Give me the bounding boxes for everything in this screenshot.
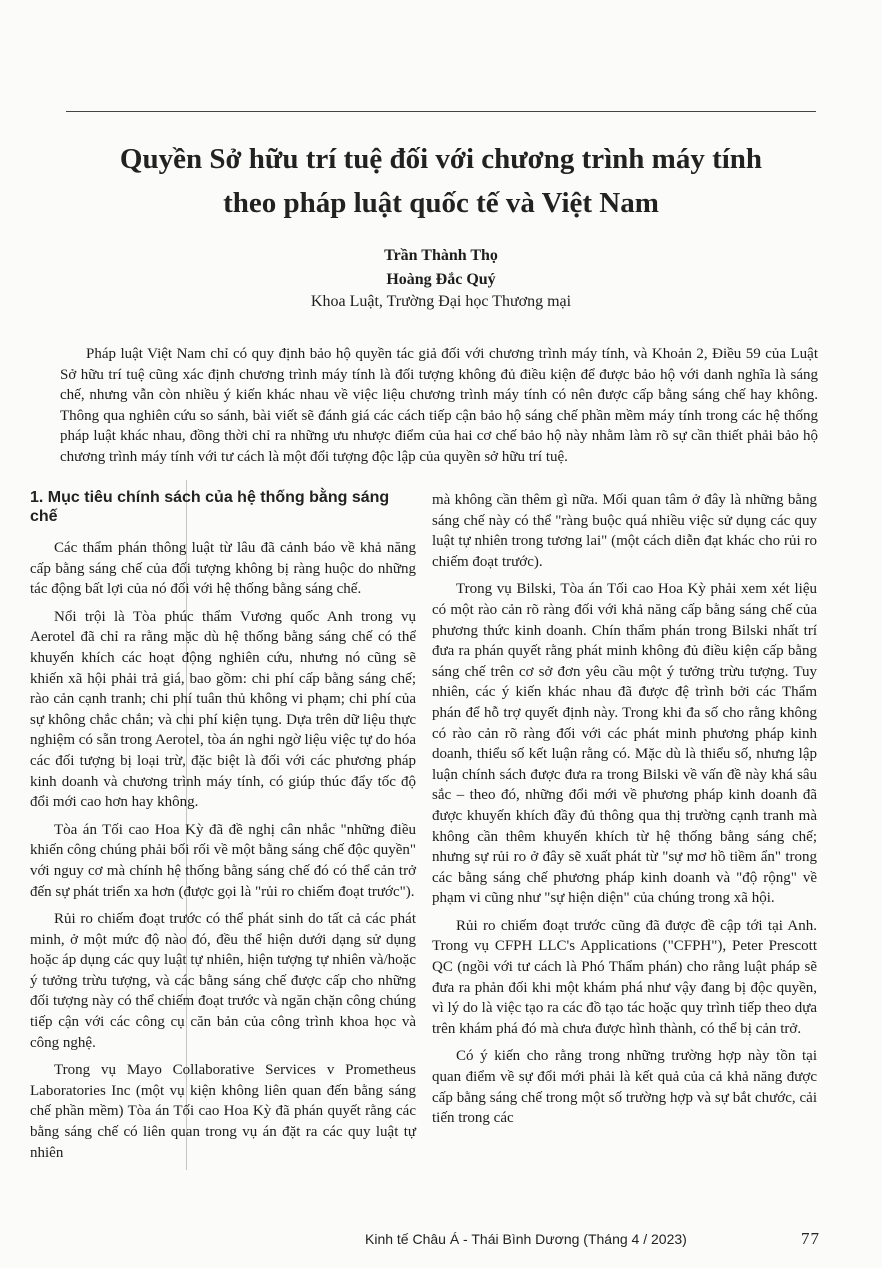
author-1: Trần Thành Thọ	[384, 247, 498, 264]
journal-name: Kinh tế Châu Á - Thái Bình Dương (Tháng 4 / 2023)	[365, 1231, 687, 1247]
paragraph: Các thẩm phán thông luật từ lâu đã cảnh báo về khả năng cấp bằng sáng chế của đối tượng không bị ràng huộc do những tác động bất lợi của nó đối với hệ thống bằng sáng chế.	[30, 540, 416, 598]
paragraph: Trong vụ Mayo Collaborative Services v Prometheus Laboratories Inc (một vụ kiện không liên quan đến bằng sáng chế phần mềm) Tòa án Tối cao Hoa Kỳ đã phán quyết rằng các bằng sáng chế có liên quan trong vụ án đặt ra các quy luật tự nhiên	[30, 1062, 416, 1161]
left-column	[30, 488, 416, 1170]
paragraph: Nổi trội là Tòa phúc thẩm Vương quốc Anh trong vụ Aerotel đã chỉ ra rằng mặc dù hệ thống bằng sáng chế có thể khuyến khích các hoạt động nghiên cứu, nhưng nó cũng sẽ khiến xã hội phải trả giá, bao gồm: chi phí cấp bằng sáng chế; rào cản cạnh tranh; chi phí tuân thủ không vi phạm; chi phí của sự không chắc chắn; và chi phí kiện tụng. Dựa trên dữ liệu thực nghiệm có sẵn trong Aerotel, tòa án nghi ngờ liệu việc tự do hóa các đối tượng bị loại trừ, đặc biệt là đối với các phương pháp kinh doanh và chương trình máy tính, có giúp thúc đẩy tốc độ đổi mới cao hơn hay không.	[30, 608, 416, 811]
paragraph: Tòa án Tối cao Hoa Kỳ đã đề nghị cân nhắc "những điều khiến công chúng phải bối rối về một bằng sáng chế độc quyền" với nguy cơ mà chính hệ thống bằng sáng chế đó có thể cản trở đến sự phát triển xa hơn (được gọi là "rủi ro chiếm đoạt trước").	[30, 821, 416, 900]
right-column	[432, 490, 817, 1136]
paragraph: Có ý kiến cho rằng trong những trường hợp này tồn tại quan điểm về sự đổi mới phải là kết quả của cả khả năng được cấp bằng sáng chế trong một số trường hợp và sự bắt chước, cải tiến trong các	[432, 1048, 817, 1127]
article-title-line-2: theo pháp luật quốc tế và Việt Nam	[223, 187, 659, 219]
paragraph: mà không cần thêm gì nữa. Mối quan tâm ở đây là những bằng sáng chế này có thể "ràng buộc quá nhiều việc sử dụng các quy luật tự nhiên trong tương lai" (một cách diễn đạt khác cho rủi ro chiếm đoạt trước).	[432, 492, 817, 570]
page-number: 77	[801, 1229, 820, 1248]
paragraph: Rủi ro chiếm đoạt trước cũng đã được đề cập tới tại Anh. Trong vụ CFPH LLC's Applications ("CFPH"), Peter Prescott QC (ngồi với tư cách là Phó Thẩm phán) cho rằng luật pháp sẽ đưa ra phản đối khi một khám phá như vậy đang bị độc quyền, vì lý do là việc tạo ra các đồ tạo tác hoặc quy trình tiếp theo dựa trên khám phá đó mà chưa được hình thành, có thể bị cản trở.	[432, 917, 817, 1037]
article-title-line-1: Quyền Sở hữu trí tuệ đối với chương trình máy tính	[119, 143, 763, 175]
header-rule	[66, 111, 816, 112]
paragraph: Trong vụ Bilski, Tòa án Tối cao Hoa Kỳ phải xem xét liệu có một rào cản rõ ràng đối với khả năng cấp bằng sáng chế của phương thức kinh doanh. Chín thẩm phán trong Bilski nhất trí đưa ra phán quyết rằng phát minh không đủ điều kiện cấp bằng sáng chế trên cơ sở đơn yêu cầu một ý tưởng trừu tượng. Tuy nhiên, các ý kiến khác nhau đã được đệ trình bởi các Thẩm phán để hỗ trợ quyết định này. Trong khi đa số cho rằng không có rào cản rõ ràng đối với các phát minh phương pháp kinh doanh, thiểu số kết luận rằng có. Mặc dù là thiểu số, nhưng lập luận chính sách được đưa ra trong Bilski về vấn đề này khá sâu sắc – theo đó, những đổi mới về phương pháp kinh doanh đã được khuyến khích đầy đủ thông qua thị trường cạnh tranh mà không cần thêm khuyến khích từ hệ thống bằng sáng chế; nhưng sự rủi ro ở đây sẽ xuất phát từ "sự mơ hồ tiềm ẩn" trong các bằng sáng chế phương pháp kinh doanh và "độ rộng" về phạm vi cũng như "sự hiện diện" của chúng trong xã hội.	[432, 581, 817, 907]
paragraph: Rủi ro chiếm đoạt trước có thể phát sinh do tất cả các phát minh, ở một mức độ nào đó, đều thể hiện dưới dạng sử dụng hoặc áp dụng các quy luật tự nhiên, hiện tượng tự nhiên và/hoặc ý tưởng trừu tượng, và các bằng sáng chế được cấp cho những đối tượng này có thể chiếm đoạt trước và ngăn chặn công chúng tiếp cận với các công cụ căn bản của công trình khoa học và công nghệ.	[30, 911, 416, 1051]
affiliation: Khoa Luật, Trường Đại học Thương mại	[310, 293, 572, 310]
author-2: Hoàng Đắc Quý	[386, 271, 496, 288]
abstract: Pháp luật Việt Nam chỉ có quy định bảo hộ quyền tác giả đối với chương trình máy tính, và Khoản 2, Điều 59 của Luật Sở hữu trí tuệ cũng xác định chương trình máy tính là đối tượng không đủ điều kiện để được bảo hộ với danh nghĩa là sáng chế, nhưng vẫn còn nhiều ý kiến khác nhau về việc liệu chương trình máy tính có nên được cấp bằng sáng chế hay không. Thông qua nghiên cứu so sánh, bài viết sẽ đánh giá các cách tiếp cận bảo hộ sáng chế phần mềm máy tính trong các hệ thống pháp luật khác nhau, đồng thời chỉ ra những ưu nhược điểm của hai cơ chế bảo hộ này nhằm làm rõ sự cần thiết phải bảo hộ chương trình máy tính với tư cách là một đối tượng độc lập của quyền sở hữu trí tuệ.	[60, 346, 818, 465]
section-heading: 1. Mục tiêu chính sách của hệ thống bằng sáng chế	[30, 489, 390, 525]
page-footer	[0, 1229, 882, 1253]
